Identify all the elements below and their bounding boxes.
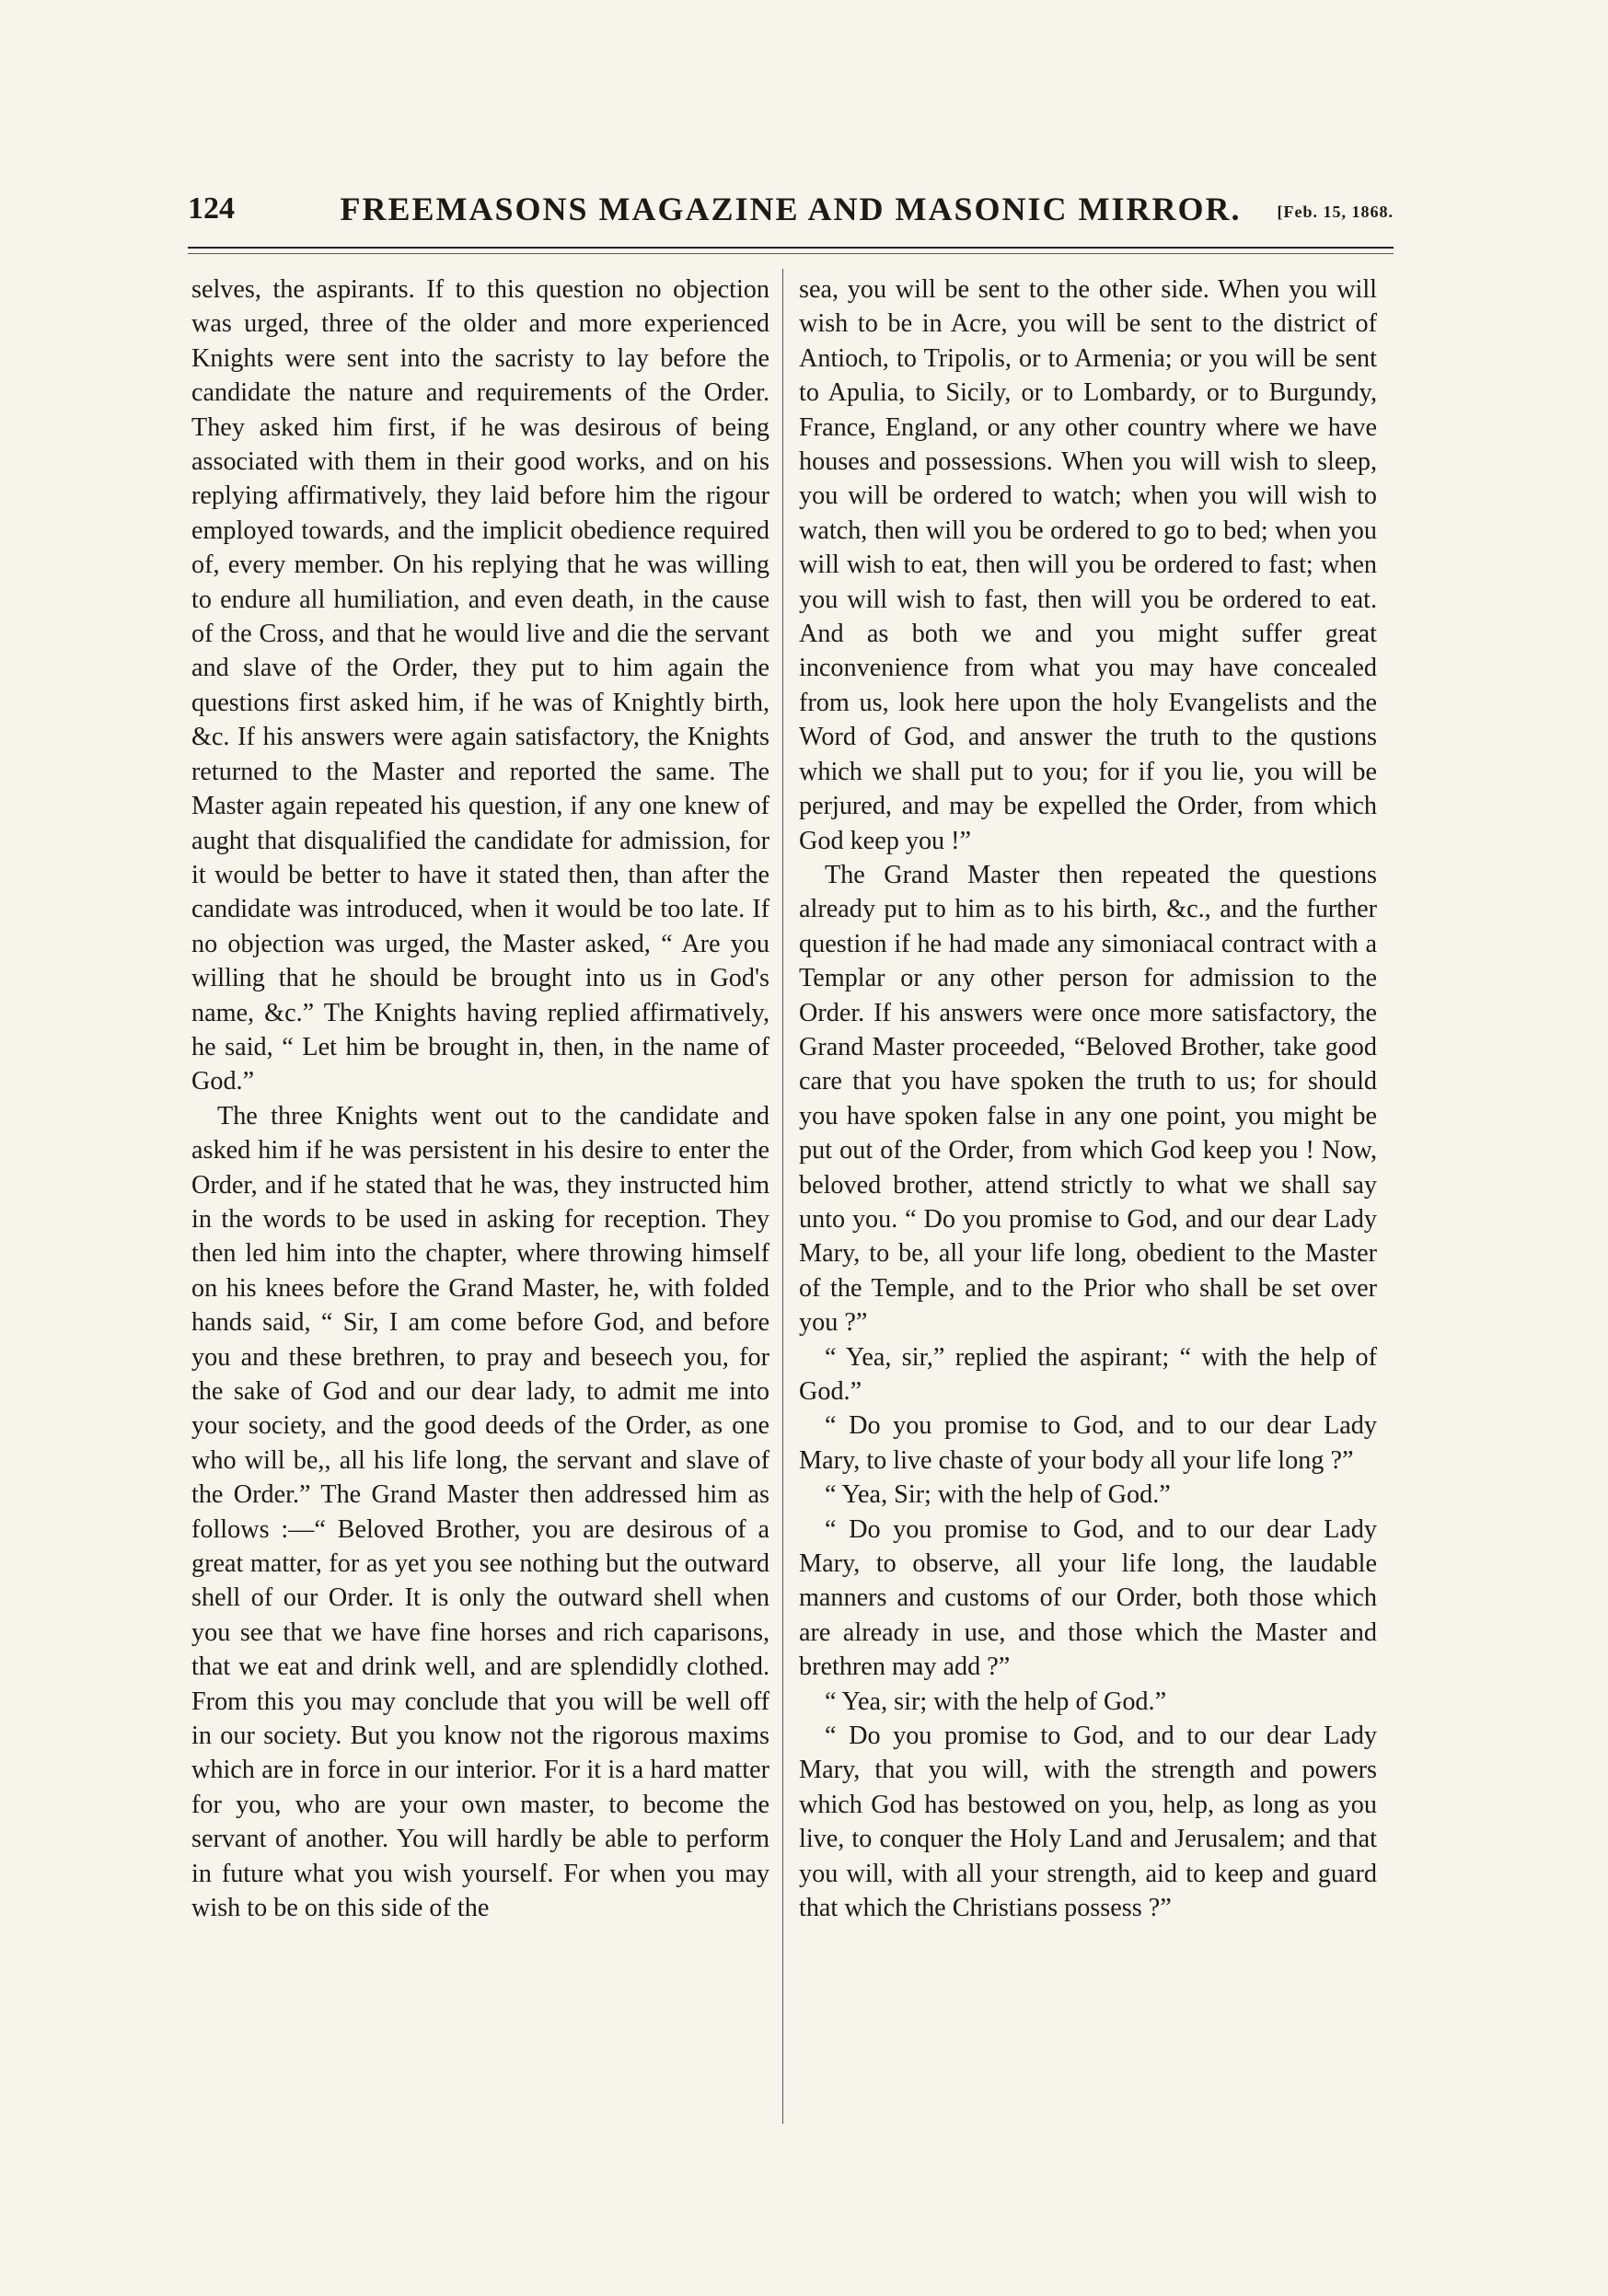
page-header	[188, 182, 1394, 238]
header-rule	[188, 247, 1394, 249]
magazine-title: FREEMASONS MAGAZINE AND MASONIC MIRROR.	[340, 191, 1242, 227]
paragraph: “ Do you promise to God, and to our dear Lady Mary, to observe, all your life long, the laudable manners and customs of our Order, both those which are already in use, and those which the Master and brethren may add ?”	[799, 1514, 1377, 1682]
paragraph: “ Do you promise to God, and to our dear Lady Mary, that you will, with the strength and powers which God has bestowed on you, help, as long as you live, to conquer the Holy Land and Jerusalem; and that you will, with all your strength, aid to keep and guard that which the Christians possess ?”	[799, 1722, 1377, 1923]
paragraph: “ Yea, sir; with the help of God.”	[825, 1687, 1167, 1716]
paragraph: sea, you will be sent to the other side. When you will wish to be in Acre, you will be sent to the district of Antioch, to Tripolis, or to Armenia; or you will be sent to Apulia, to Sicily, or to Lombardy, or to Burgundy, France, England, or any other country where we have houses and possessions. When you will wish to sleep, you will be ordered to watch; when you will wish to watch, then will you be ordered to go to bed; when you will wish to eat, then will you be ordered to fast; when you will wish to fast, then will you be ordered to eat. And as both we and you might suffer great inconvenience from what you may have concealed from us, look here upon the holy Evangelists and the Word of God, and answer the truth to the qustions which we shall put to you; for if you lie, you will be perjured, and may be expelled the Order, from which God keep you !”	[799, 275, 1377, 855]
paragraph: The Grand Master then repeated the questions already put to him as to his birth, &c., and the further question if he had made any simoniacal contract with a Templar or any other person for admission to the Order. If his answers were once more satisfactory, the Grand Master proceeded, “Beloved Brother, take good care that you have spoken the truth to us; for should you have spoken false in any one point, you might be put out of the Order, from which God keep you ! Now, beloved brother, attend strictly to what we shall say unto you. “ Do you promise to God, and our dear Lady Mary, to be, all your life long, obedient to the Master of the Temple, and to the Prior who shall be set over you ?”	[799, 860, 1377, 1338]
right-column	[799, 273, 1377, 1926]
column-divider	[782, 269, 783, 2124]
paragraph: selves, the aspirants. If to this question no objection was urged, three of the older and more experienced Knights were sent into the sacristy to lay before the candidate the nature and requirements of the Order. They asked him first, if he was desirous of being associated with them in their good works, and on his replying affirmatively, they laid before him the rigour employed towards, and the implicit obedience required of, every member. On his replying that he was willing to endure all humiliation, and even death, in the cause of the Cross, and that he would live and die the servant and slave of the Order, they put to him again the questions first asked him, if he was of Knightly birth, &c. If his answers were again satisfactory, the Knights returned to the Master and reported the same. The Master again repeated his question, if any one knew of aught that disqualified the candidate for admission, for it would be better to have it stated then, than after the candidate was introduced, when it would be too late. If no objection was urged, the Master asked, “ Are you willing that he should be brought into us in God's name, &c.” The Knights having replied affirmatively, he said, “ Let him be brought in, then, in the name of God.”	[191, 275, 769, 1096]
issue-date: [Feb. 15, 1868.	[1277, 203, 1394, 221]
paragraph: “ Yea, Sir; with the help of God.”	[825, 1480, 1171, 1510]
paragraph: “ Yea, sir,” replied the aspirant; “ with the help of God.”	[799, 1342, 1377, 1406]
paragraph: The three Knights went out to the candidate and asked him if he was persistent in his desire to enter the Order, and if he stated that he was, they instructed him in the words to be used in asking for reception. They then led him into the chapter, where throwing himself on his knees before the Grand Master, he, with folded hands said, “ Sir, I am come before God, and before you and these brethren, to pray and beseech you, for the sake of God and our dear lady, to admit me into your society, and the good deeds of the Order, as one who will be,, all his life long, the servant and slave of the Order.” The Grand Master then addressed him as follows :—“ Beloved Brother, you are desirous of a great matter, for as yet you see nothing but the outward shell of our Order. It is only the outward shell when you see that we have fine horses and rich caparisons, that we eat and drink well, and are splendidly clothed. From this you may conclude that you will be well off in our society. But you know not the rigorous maxims which are in force in our interior. For it is a hard matter for you, who are your own master, to become the servant of another. You will hardly be able to perform in future what you wish yourself. For when you may wish to be on this side of the	[191, 1101, 769, 1923]
paragraph: “ Do you promise to God, and to our dear Lady Mary, to live chaste of your body all your life long ?”	[799, 1411, 1377, 1475]
left-column	[191, 273, 769, 1926]
header-rule-thin	[188, 253, 1394, 254]
page-number: 124	[188, 191, 235, 226]
